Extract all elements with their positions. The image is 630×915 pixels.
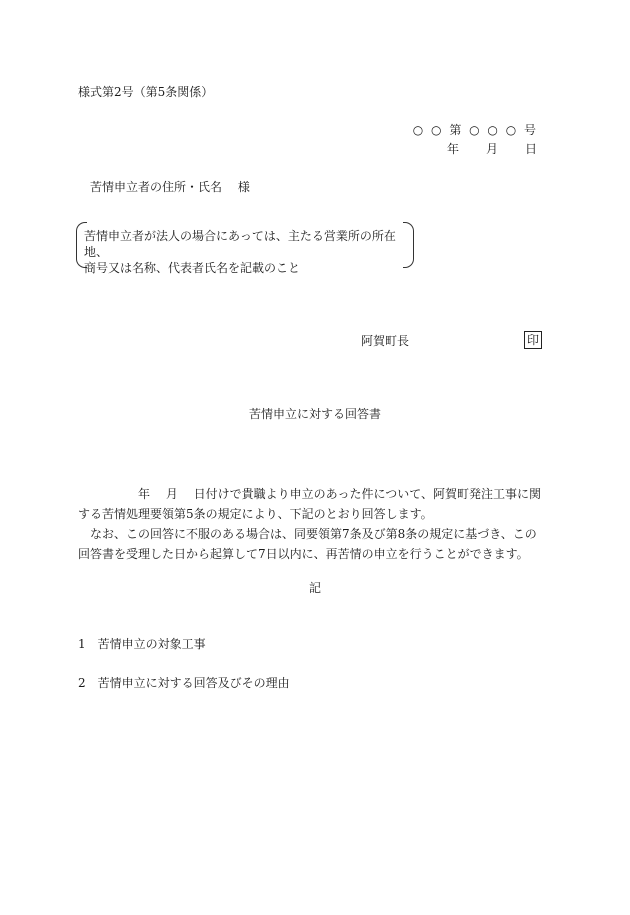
list-item	[78, 675, 290, 691]
addressee: 苦情申立者の住所・氏名 様	[90, 180, 250, 194]
corporate-note-line-1: 苦情申立者が法人の場合にあっては、主たる営業所の所在地、	[84, 229, 396, 259]
sender-name: 阿賀町長	[361, 334, 410, 348]
item-label: 苦情申立に対する回答及びその理由	[97, 676, 290, 690]
list-item	[78, 636, 206, 652]
document-date: 年 月 日	[446, 142, 538, 156]
body-paragraph-1: 年 月 日付けで貴職より申立のあった件について、阿賀町発注工事に関する苦情処理要領第5条の規定により、下記のとおり回答します。	[78, 487, 542, 521]
item-label: 苦情申立の対象工事	[97, 637, 206, 651]
document-body	[78, 484, 548, 564]
item-number: 2	[78, 676, 86, 690]
seal-icon: 印	[524, 331, 542, 349]
corporate-note-line-2: 商号又は名称、代表者氏名を記載のこと	[84, 261, 301, 275]
ki-heading: 記	[308, 581, 321, 595]
document-title: 苦情申立に対する回答書	[248, 407, 381, 421]
form-number: 様式第2号（第5条関係）	[78, 85, 214, 99]
body-paragraph-2: なお、この回答に不服のある場合は、同要領第7条及び第8条の規定に基づき、この回答書を受理した日から起算して7日以内に、再苦情の申立を行うことができます。	[78, 527, 537, 561]
corporate-note	[84, 228, 414, 276]
corporate-note-box	[76, 222, 414, 275]
document-number: ○ ○ 第 ○ ○ ○ 号	[412, 123, 538, 137]
item-number: 1	[78, 637, 86, 651]
